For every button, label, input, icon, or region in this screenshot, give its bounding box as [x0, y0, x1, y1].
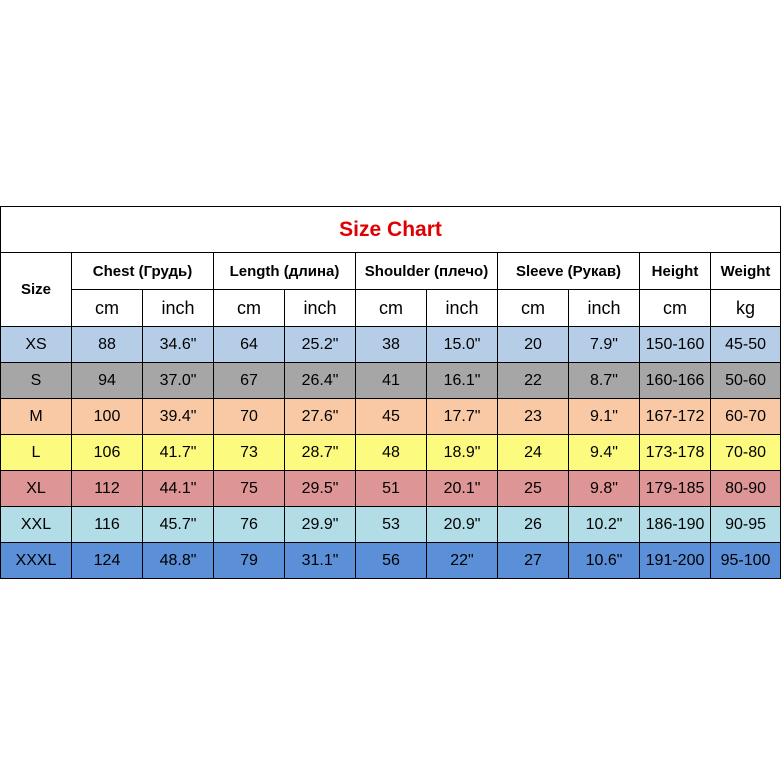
size-cell: XS	[1, 327, 72, 363]
table-row	[1, 327, 781, 363]
unit-header: cm	[214, 290, 285, 327]
size-cell: XXXL	[1, 543, 72, 579]
unit-header: inch	[285, 290, 356, 327]
table-cell: 18.9"	[427, 435, 498, 471]
table-cell: 34.6"	[143, 327, 214, 363]
table-cell: 9.4"	[569, 435, 640, 471]
table-cell: 22"	[427, 543, 498, 579]
table-cell: 67	[214, 363, 285, 399]
table-cell: 10.2"	[569, 507, 640, 543]
size-cell: XXL	[1, 507, 72, 543]
table-row	[1, 435, 781, 471]
table-cell: 29.9"	[285, 507, 356, 543]
table-cell: 10.6"	[569, 543, 640, 579]
sleeve-header: Sleeve (Рукав)	[498, 253, 640, 290]
title-row	[1, 207, 781, 253]
header-row-units	[1, 290, 781, 327]
unit-header: cm	[72, 290, 143, 327]
table-cell: 20.1"	[427, 471, 498, 507]
size-column-header: Size	[1, 253, 72, 327]
unit-header: cm	[498, 290, 569, 327]
table-cell: 9.1"	[569, 399, 640, 435]
table-cell: 48	[356, 435, 427, 471]
table-cell: 7.9"	[569, 327, 640, 363]
table-cell: 150-160	[640, 327, 711, 363]
table-cell: 29.5"	[285, 471, 356, 507]
table-cell: 24	[498, 435, 569, 471]
table-cell: 20.9"	[427, 507, 498, 543]
table-cell: 17.7"	[427, 399, 498, 435]
header-row-groups	[1, 253, 781, 290]
table-cell: 160-166	[640, 363, 711, 399]
table-cell: 38	[356, 327, 427, 363]
table-cell: 45-50	[711, 327, 781, 363]
table-cell: 45	[356, 399, 427, 435]
table-cell: 39.4"	[143, 399, 214, 435]
size-chart	[0, 206, 781, 579]
length-header: Length (длина)	[214, 253, 356, 290]
chart-title: Size Chart	[1, 207, 781, 253]
table-cell: 173-178	[640, 435, 711, 471]
table-cell: 76	[214, 507, 285, 543]
table-cell: 28.7"	[285, 435, 356, 471]
table-cell: 95-100	[711, 543, 781, 579]
table-cell: 23	[498, 399, 569, 435]
table-cell: 44.1"	[143, 471, 214, 507]
size-cell: S	[1, 363, 72, 399]
table-cell: 116	[72, 507, 143, 543]
table-cell: 20	[498, 327, 569, 363]
table-cell: 106	[72, 435, 143, 471]
unit-header: kg	[711, 290, 781, 327]
table-row	[1, 471, 781, 507]
table-cell: 27.6"	[285, 399, 356, 435]
table-cell: 45.7"	[143, 507, 214, 543]
table-cell: 100	[72, 399, 143, 435]
size-cell: XL	[1, 471, 72, 507]
size-chart-table	[0, 206, 781, 579]
unit-header: cm	[640, 290, 711, 327]
table-cell: 26	[498, 507, 569, 543]
table-cell: 25.2"	[285, 327, 356, 363]
table-cell: 73	[214, 435, 285, 471]
chest-header: Chest (Грудь)	[72, 253, 214, 290]
table-cell: 31.1"	[285, 543, 356, 579]
table-cell: 112	[72, 471, 143, 507]
table-cell: 9.8"	[569, 471, 640, 507]
table-cell: 88	[72, 327, 143, 363]
table-cell: 37.0"	[143, 363, 214, 399]
table-cell: 27	[498, 543, 569, 579]
unit-header: cm	[356, 290, 427, 327]
table-cell: 64	[214, 327, 285, 363]
table-cell: 191-200	[640, 543, 711, 579]
table-cell: 26.4"	[285, 363, 356, 399]
table-cell: 90-95	[711, 507, 781, 543]
shoulder-header: Shoulder (плечо)	[356, 253, 498, 290]
height-header: Height	[640, 253, 711, 290]
table-cell: 51	[356, 471, 427, 507]
unit-header: inch	[569, 290, 640, 327]
table-cell: 167-172	[640, 399, 711, 435]
table-cell: 80-90	[711, 471, 781, 507]
unit-header: inch	[143, 290, 214, 327]
table-row	[1, 507, 781, 543]
table-cell: 41	[356, 363, 427, 399]
table-cell: 70	[214, 399, 285, 435]
table-cell: 186-190	[640, 507, 711, 543]
table-cell: 56	[356, 543, 427, 579]
table-cell: 41.7"	[143, 435, 214, 471]
table-cell: 179-185	[640, 471, 711, 507]
table-cell: 25	[498, 471, 569, 507]
table-row	[1, 363, 781, 399]
table-cell: 124	[72, 543, 143, 579]
table-cell: 70-80	[711, 435, 781, 471]
table-cell: 94	[72, 363, 143, 399]
table-cell: 50-60	[711, 363, 781, 399]
table-cell: 16.1"	[427, 363, 498, 399]
table-row	[1, 399, 781, 435]
table-cell: 48.8"	[143, 543, 214, 579]
table-cell: 53	[356, 507, 427, 543]
table-cell: 22	[498, 363, 569, 399]
table-cell: 8.7"	[569, 363, 640, 399]
size-cell: L	[1, 435, 72, 471]
size-cell: M	[1, 399, 72, 435]
table-cell: 75	[214, 471, 285, 507]
unit-header: inch	[427, 290, 498, 327]
table-cell: 15.0"	[427, 327, 498, 363]
table-row	[1, 543, 781, 579]
weight-header: Weight	[711, 253, 781, 290]
table-cell: 60-70	[711, 399, 781, 435]
table-cell: 79	[214, 543, 285, 579]
